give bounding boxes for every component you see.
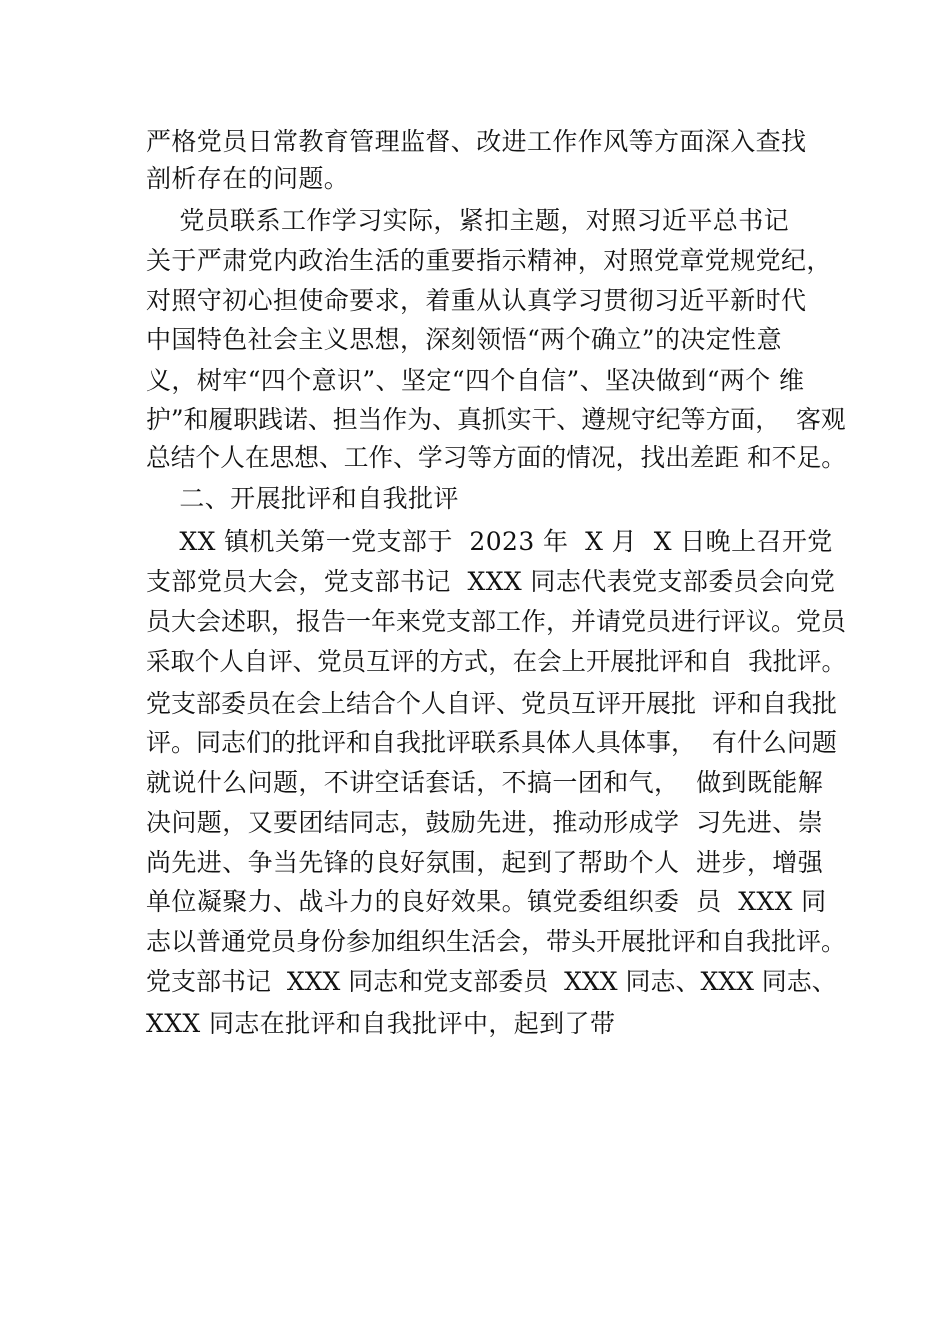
text-line: 尚先进、争当先锋的良好氛围，起到了帮助个人 进步，增强 xyxy=(146,848,824,877)
text-line: XXX 同志在批评和自我批评中，起到了带 xyxy=(146,1009,616,1038)
text-line: 决问题，又要团结同志，鼓励先进，推动形成学 习先进、崇 xyxy=(146,808,824,837)
text-line: 党员联系工作学习实际，紧扣主题，对照习近平总书记 xyxy=(146,206,789,235)
text-line: 员大会述职，报告一年来党支部工作，并请党员进行评议。党员 xyxy=(146,607,847,636)
text-line: 剖析存在的问题。 xyxy=(146,164,350,193)
text-line: 护”和履职践诺、担当作为、真抓实干、遵规守纪等方面， 客观 xyxy=(146,405,846,434)
text-line: 志以普通党员身份参加组织生活会，带头开展批评和自我批评。 xyxy=(146,927,847,956)
text-line: 中国特色社会主义思想，深刻领悟“两个确立”的决定性意 xyxy=(146,325,782,354)
text-line: 就说什么问题，不讲空话套话，不搞一团和气， 做到既能解 xyxy=(146,768,824,797)
text-line: 评。同志们的批评和自我批评联系具体人具体事， 有什么问题 xyxy=(146,728,837,757)
text-line: 党支部委员在会上结合个人自评、党员互评开展批 评和自我批 xyxy=(146,689,837,718)
text-line: 对照守初心担使命要求，着重从认真学习贯彻习近平新时代 xyxy=(146,286,807,315)
text-line: 总结个人在思想、工作、学习等方面的情况，找出差距 和不足。 xyxy=(146,443,846,472)
text-line: 党支部书记 XXX 同志和党支部委员 XXX 同志、XXX 同志、 xyxy=(146,967,837,996)
text-line: 采取个人自评、党员互评的方式，在会上开展批评和自 我批评。 xyxy=(146,647,846,676)
section-heading: 二、开展批评和自我批评 xyxy=(146,484,459,513)
text-line: 单位凝聚力、战斗力的良好效果。镇党委组织委 员 XXX 同 xyxy=(146,887,827,916)
text-line: 严格党员日常教育管理监督、改进工作作风等方面深入查找 xyxy=(146,127,807,156)
text-line: 支部党员大会，党支部书记 XXX 同志代表党支部委员会向党 xyxy=(146,567,836,596)
text-line: 义，树牢“四个意识”、坚定“四个自信”、坚决做到“两个 维 xyxy=(146,366,805,395)
text-line: 关于严肃党内政治生活的重要指示精神，对照党章党规党纪， xyxy=(146,246,832,275)
text-line: XX 镇机关第一党支部于 2023 年 X 月 X 日晚上召开党 xyxy=(146,527,833,556)
